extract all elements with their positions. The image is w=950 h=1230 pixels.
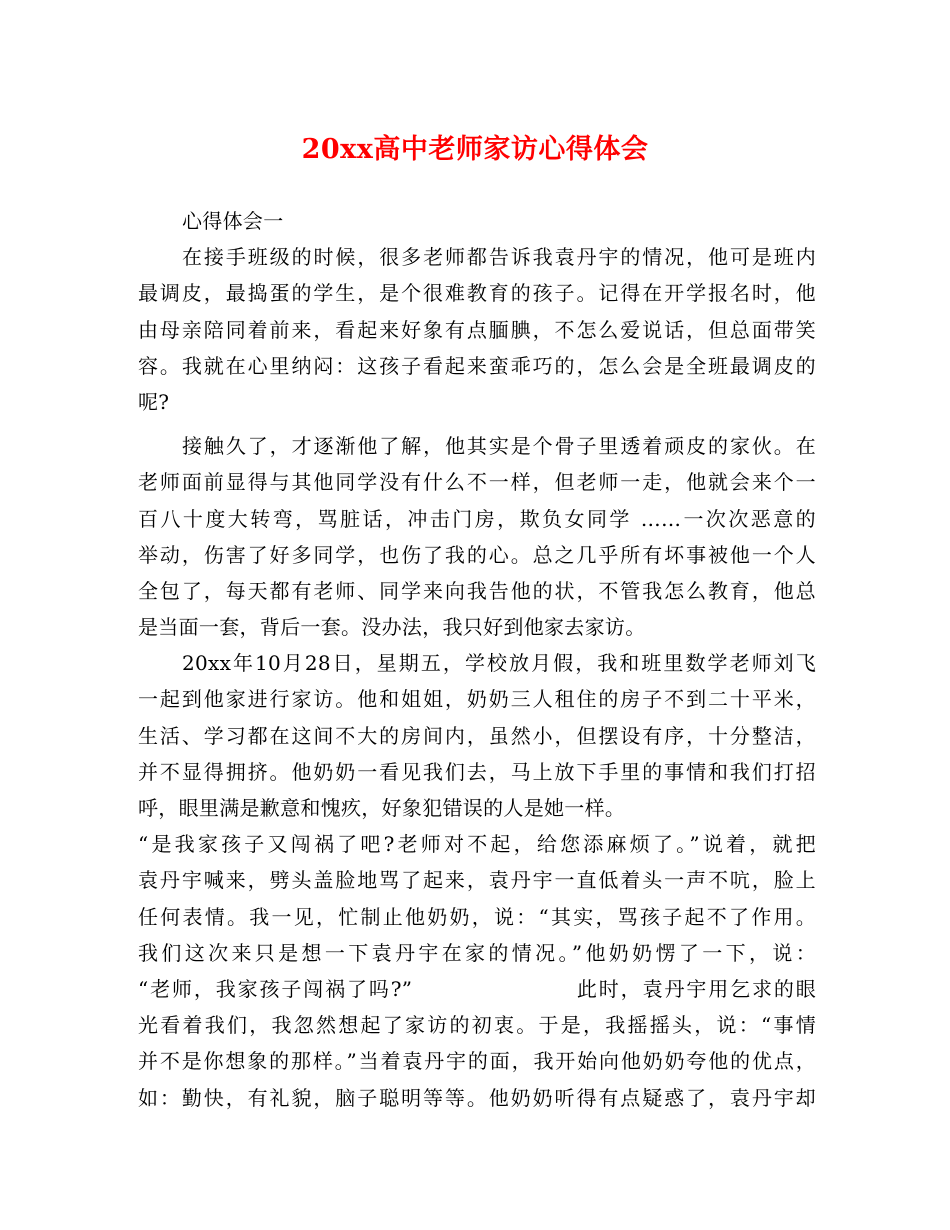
paragraph-3-line: 一起到他家进行家访。他和姐姐，奶奶三人租住的房子不到二十平米， — [138, 687, 816, 712]
document-body — [138, 203, 816, 1116]
paragraph-1-line: 由母亲陪同着前来，看起来好象有点腼腆，不怎么爱说话，但总面带笑 — [138, 317, 816, 342]
paragraph-1-line: 在接手班级的时候，很多老师都告诉我袁丹宇的情况，他可是班内 — [182, 245, 816, 270]
paragraph-1-line: 呢? — [138, 389, 170, 414]
paragraph-2-line: 接触久了，才逐渐他了解，他其实是个骨子里透着顽皮的家伙。在 — [182, 434, 816, 459]
paragraph-4-line: 并不是你想象的那样。”当着袁丹宇的面，我开始向他奶奶夸他的优点， — [138, 1049, 816, 1074]
paragraph-2-line: 是当面一套，背后一套。没办法，我只好到他家去家访。 — [138, 615, 646, 640]
paragraph-4-line: 我们这次来只是想一下袁丹宇在家的情况。”他奶奶愣了一下，说： — [138, 940, 816, 965]
paragraph-4-line: 任何表情。我一见，忙制止他奶奶，说：“其实，骂孩子起不了作用。 — [138, 904, 816, 929]
paragraph-1-line: 最调皮，最捣蛋的学生，是个很难教育的孩子。记得在开学报名时，他 — [138, 281, 816, 306]
paragraph-2-line: 老师面前显得与其他同学没有什么不一样，但老师一走，他就会来个一 — [138, 470, 816, 495]
document-title: 20xx高中老师家访心得体会 — [301, 134, 649, 165]
paragraph-3-line: 20xx年10月28日，星期五，学校放月假，我和班里数学老师刘飞 — [182, 651, 816, 676]
paragraph-1-line: 容。我就在心里纳闷：这孩子看起来蛮乖巧的，怎么会是全班最调皮的 — [138, 353, 816, 378]
paragraph-4-line: “是我家孩子又闯祸了吧?老师对不起，给您添麻烦了。”说着，就把 — [138, 832, 816, 857]
paragraph-4-line: “老师，我家孩子闯祸了吗?” 此时，袁丹宇用乞求的眼 — [138, 976, 816, 1001]
paragraph-3-line: 呼，眼里满是歉意和愧疚，好象犯错误的人是她一样。 — [138, 796, 626, 820]
paragraph-4-line: 光看着我们，我忽然想起了家访的初衷。于是，我摇摇头，说：“事情 — [138, 1013, 816, 1038]
paragraph-2-line: 全包了，每天都有老师、同学来向我告他的状，不管我怎么教育，他总 — [138, 578, 816, 603]
paragraph-3-line: 生活、学习都在这间不大的房间内，虽然小，但摆设有序，十分整洁， — [138, 723, 816, 748]
paragraph-2-line: 举动，伤害了好多同学，也伤了我的心。总之几乎所有坏事被他一个人 — [138, 542, 816, 567]
paragraph-4-line: 袁丹宇喊来，劈头盖脸地骂了起来，袁丹宇一直低着头一声不吭，脸上 — [138, 868, 816, 893]
paragraph-2-line: 百八十度大转弯，骂脏话，冲击门房，欺负女同学 ……一次次恶意的 — [138, 506, 816, 531]
section-heading: 心得体会一 — [182, 209, 284, 233]
paragraph-3-line: 并不显得拥挤。他奶奶一看见我们去，马上放下手里的事情和我们打招 — [138, 759, 816, 784]
paragraph-4-line: 如：勤快，有礼貌，脑子聪明等等。他奶奶听得有点疑惑了，袁丹宇却 — [138, 1085, 816, 1110]
